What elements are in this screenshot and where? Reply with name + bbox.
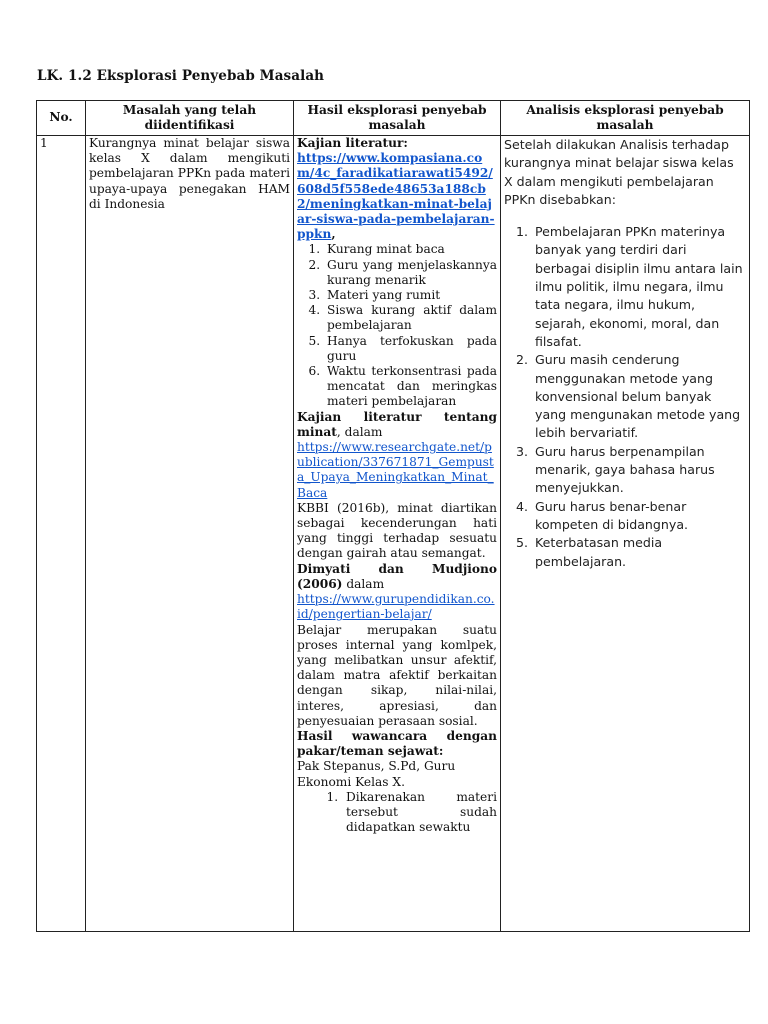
minat-heading — [297, 410, 497, 440]
table-header-row — [37, 101, 750, 136]
header-masalah: Masalah yang telah diidentifikasi — [86, 101, 294, 136]
analisis-list — [504, 223, 746, 571]
gurupendidikan-link[interactable]: https://www.gurupendidikan.co.id/pengertian-belajar/ — [297, 592, 495, 622]
document-title: LK. 1.2 Eksplorasi Penyebab Masalah — [37, 68, 325, 84]
dimyati-link-line — [297, 592, 497, 622]
researchgate-link[interactable]: https://www.researchgate.net/publication/337671871_Gempusta_Upaya_Meningkatkan_Minat_Baca — [297, 440, 494, 500]
penyebab-list — [297, 242, 497, 409]
list-item: 3. Materi yang rumit — [324, 288, 497, 303]
kajian-literatur-label: Kajian literatur: — [297, 136, 408, 150]
wawancara-source: Pak Stepanus, S.Pd, Guru Ekonomi Kelas X. — [297, 759, 456, 789]
list-item: 2. Guru masih cenderung menggunakan metode yang konvensional belum banyak yang mengunakan metode yang lebih bervariatif. — [532, 351, 746, 442]
minat-label: Kajian literatur tentang minat — [297, 409, 497, 439]
header-hasil: Hasil eksplorasi penyebab masalah — [294, 101, 501, 136]
list-item: 1. Dikarenakan materi tersebut sudah didapatkan sewaktu — [342, 790, 497, 836]
list-item: 4. Guru harus benar-benar kompeten di bidangnya. — [532, 498, 746, 535]
link-comma: , — [331, 227, 336, 242]
wawancara-label: Hasil wawancara dengan pakar/teman sejawat: — [297, 728, 497, 759]
list-item: 2. Guru yang menjelaskannya kurang menarik — [324, 258, 497, 288]
list-item: 6. Waktu terkonsentrasi pada mencatat dan meringkas materi pembelajaran — [324, 364, 497, 410]
wawancara-list — [297, 790, 497, 836]
minat-text: KBBI (2016b), minat diartikan sebagai kecenderungan hati yang tinggi terhadap sesuatu dengan gairah atau semangat. — [297, 500, 497, 561]
list-item: 1. Pembelajaran PPKn materinya banyak yang terdiri dari berbagai disiplin ilmu antara lain ilmu politik, ilmu negara, ilmu tata negara, ilmu hukum, sejarah, ekonomi, moral, dan filsafat. — [532, 223, 746, 351]
kompasiana-link[interactable]: https://www.kompasiana.com/4c_faradikatiarawati5492/608d5f558ede48653a188cb2/meningkatkan-minat-belajar-siswa-pada-pembelajaran-ppkn — [297, 151, 495, 242]
hasil-content — [297, 136, 497, 931]
dimyati-label: Dimyati dan Mudjiono (2006) — [297, 561, 497, 591]
exploration-table — [36, 100, 750, 932]
cell-hasil — [294, 136, 501, 932]
analisis-intro: Setelah dilakukan Analisis terhadap kurangnya minat belajar siswa kelas X dalam mengikuti pembelajaran PPKn disebabkan: — [504, 137, 734, 207]
header-no: No. — [37, 101, 86, 136]
dimyati-heading — [297, 562, 497, 592]
minat-connector: , dalam — [336, 424, 383, 439]
header-analisis: Analisis eksplorasi penyebab masalah — [501, 101, 750, 136]
list-item: 4. Siswa kurang aktif dalam pembelajaran — [324, 303, 497, 333]
list-item: 5. Keterbatasan media pembelajaran. — [532, 534, 746, 571]
minat-link-line — [297, 440, 497, 501]
cell-analisis — [501, 136, 750, 932]
cell-no: 1 — [37, 136, 86, 932]
list-item: 5. Hanya terfokuskan pada guru — [324, 334, 497, 364]
table-row — [37, 136, 750, 932]
cell-masalah: Kurangnya minat belajar siswa kelas X dalam mengikuti pembelajaran PPKn pada materi upaya-upaya penegakan HAM di Indonesia — [86, 136, 294, 932]
list-item: 1. Kurang minat baca — [324, 242, 497, 257]
kajian-literatur-link-line — [297, 151, 497, 242]
dimyati-connector: dalam — [346, 576, 385, 591]
list-item: 3. Guru harus berpenampilan menarik, gaya bahasa harus menyejukkan. — [532, 443, 746, 498]
dimyati-text: Belajar merupakan suatu proses internal yang komlpek, yang melibatkan unsur afektif, dalam matra afektif berkaitan dengan sikap, nilai-nilai, interes, apresiasi, dan penyesuaian perasaan sosial. — [297, 622, 497, 728]
